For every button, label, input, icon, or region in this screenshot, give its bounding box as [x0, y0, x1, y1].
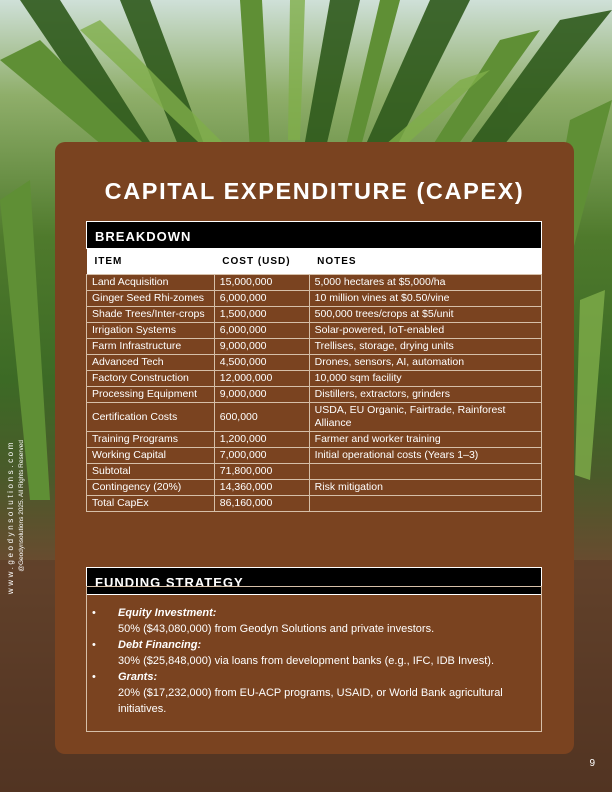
cell-cost: 15,000,000: [214, 275, 309, 291]
cell-item: Ginger Seed Rhi-zomes: [87, 291, 215, 307]
cell-notes: 10,000 sqm facility: [309, 371, 541, 387]
funding-item-desc: 30% ($25,848,000) via loans from development banks (e.g., IFC, IDB Invest).: [118, 655, 495, 667]
cell-cost: 600,000: [214, 403, 309, 432]
cell-cost: 1,500,000: [214, 307, 309, 323]
cell-item: Land Acquisition: [87, 275, 215, 291]
page-title: CAPITAL EXPENDITURE (CAPEX): [104, 178, 525, 204]
funding-box: [86, 586, 542, 732]
breakdown-heading: BREAKDOWN: [86, 221, 542, 249]
funding-item-desc: 50% ($43,080,000) from Geodyn Solutions and private investors.: [118, 623, 435, 635]
cell-notes: [309, 496, 541, 512]
cell-cost: 9,000,000: [214, 387, 309, 403]
funding-item-title: Equity Investment:: [118, 607, 217, 619]
funding-item-title: Debt Financing:: [118, 639, 202, 651]
sidebar-text: [6, 440, 26, 700]
table-row: [87, 448, 542, 464]
cell-item: Irrigation Systems: [87, 323, 215, 339]
table-row: [87, 275, 542, 291]
table-row: [87, 323, 542, 339]
capex-table: [86, 249, 542, 512]
cell-cost: 9,000,000: [214, 339, 309, 355]
cell-item: Total CapEx: [87, 496, 215, 512]
funding-item: [87, 669, 541, 717]
cell-notes: [309, 464, 541, 480]
cell-cost: 6,000,000: [214, 291, 309, 307]
cell-cost: 1,200,000: [214, 432, 309, 448]
website-text: www.geodynsolutions.com: [6, 440, 15, 595]
cell-item: Processing Equipment: [87, 387, 215, 403]
bullet-icon: •: [92, 671, 96, 683]
table-row: [87, 387, 542, 403]
cell-cost: 4,500,000: [214, 355, 309, 371]
cell-cost: 86,160,000: [214, 496, 309, 512]
cell-notes: 5,000 hectares at $5,000/ha: [309, 275, 541, 291]
cell-cost: 14,360,000: [214, 480, 309, 496]
column-header-notes: NOTES: [309, 249, 541, 275]
funding-item-title: Grants:: [118, 671, 158, 683]
table-row: [87, 371, 542, 387]
cell-item: Shade Trees/Inter-crops: [87, 307, 215, 323]
bullet-icon: •: [92, 607, 96, 619]
cell-notes: Initial operational costs (Years 1–3): [309, 448, 541, 464]
cell-notes: Solar-powered, IoT-enabled: [309, 323, 541, 339]
cell-notes: Trellises, storage, drying units: [309, 339, 541, 355]
capex-card: [55, 142, 574, 754]
cell-cost: 12,000,000: [214, 371, 309, 387]
funding-heading: FUNDING STRATEGY: [86, 567, 542, 595]
cell-item: Contingency (20%): [87, 480, 215, 496]
funding-list: [87, 605, 541, 717]
table-header-row: [87, 249, 542, 275]
table-row: [87, 480, 542, 496]
cell-item: Factory Construction: [87, 371, 215, 387]
table-row: [87, 496, 542, 512]
funding-item: [87, 637, 541, 669]
cell-notes: USDA, EU Organic, Fairtrade, Rainforest Alliance: [309, 403, 541, 432]
table-row: [87, 432, 542, 448]
funding-item: [87, 605, 541, 637]
column-header-item: ITEM: [87, 249, 215, 275]
cell-cost: 7,000,000: [214, 448, 309, 464]
page-number: 9: [589, 758, 595, 769]
table-row: [87, 291, 542, 307]
cell-notes: Farmer and worker training: [309, 432, 541, 448]
cell-item: Subtotal: [87, 464, 215, 480]
table-row: [87, 355, 542, 371]
table-row: [87, 339, 542, 355]
cell-cost: 6,000,000: [214, 323, 309, 339]
cell-item: Farm Infrastructure: [87, 339, 215, 355]
table-row: [87, 464, 542, 480]
cell-notes: Risk mitigation: [309, 480, 541, 496]
column-header-cost: COST (USD): [214, 249, 309, 275]
cell-notes: 10 million vines at $0.50/vine: [309, 291, 541, 307]
cell-notes: 500,000 trees/crops at $5/unit: [309, 307, 541, 323]
table-row: [87, 403, 542, 432]
table-row: [87, 307, 542, 323]
cell-item: Advanced Tech: [87, 355, 215, 371]
cell-notes: Distillers, extractors, grinders: [309, 387, 541, 403]
funding-item-desc: 20% ($17,232,000) from EU-ACP programs, USAID, or World Bank agricultural initiatives.: [118, 687, 503, 715]
cell-cost: 71,800,000: [214, 464, 309, 480]
cell-item: Working Capital: [87, 448, 215, 464]
cell-notes: Drones, sensors, AI, automation: [309, 355, 541, 371]
bullet-icon: •: [92, 639, 96, 651]
copyright-text: @Geodynsolutions 2025. All Rights Reserved: [18, 440, 25, 572]
cell-item: Training Programs: [87, 432, 215, 448]
cell-item: Certification Costs: [87, 403, 215, 432]
